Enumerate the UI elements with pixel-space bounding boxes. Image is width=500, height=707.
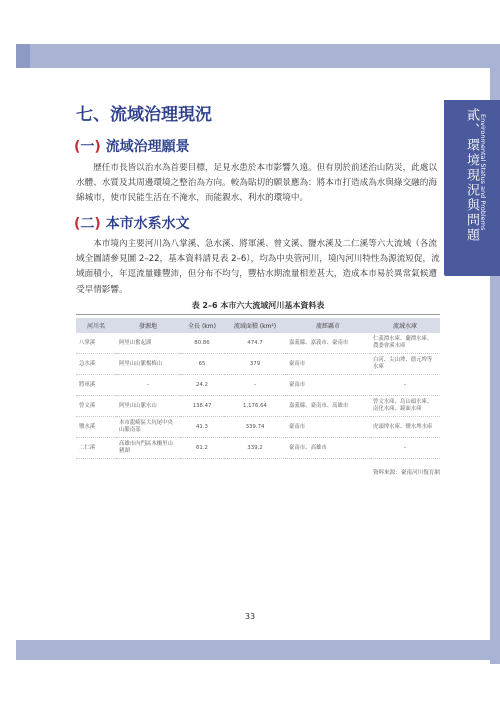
paragraph-vision: 歷任市長皆以治水為首要目標，足見水患於本市影響久遠。但有別於前述治山防災，此處以水體、水質及其周邊環境之整治為方向。較為貼切的願景應為：將本市打造成為水與綠交融的海綿城市，使市民能生活在不淹水，而能親水、利水的環境中。 [76,163,437,204]
paragraph-hydrology: 本市境內主要河川為八掌溪、急水溪、將軍溪、曾文溪、鹽水溪及二仁溪等六大流域（各流域全圖請參見圖 2–22，基本資料請見表 2–6），均為中央管河川，境內河川特性為源流短促，流域面積小，年逕流量雖豐沛，但分布不均勻，豐枯水期流量相差甚大，造成本市易於異常氣候遭受旱情影響。 [76,239,440,295]
subsection-heading-2: (二) 本市水系水文 [74,216,190,232]
header-band [0,0,500,68]
table-header-row [76,318,440,333]
chapter-side-tab[interactable] [444,100,500,276]
col-header-river: 河川名 [76,318,116,333]
table-row: 將軍溪 – 24.2 – 臺南市 – [76,375,440,396]
river-data-table [76,318,440,459]
table-row: 鹽水溪 本市龍崎區大坑尾中央山脈南部 41.3 339.74 臺南市 虎頭埤水庫、鹽水埤水庫 [76,417,440,438]
header-strip-accent [16,44,30,68]
col-header-reservoirs: 流域水庫 [370,318,440,333]
chapter-title-vertical: 貳、環境現況與問題 [464,108,479,243]
col-header-counties: 流經縣市 [286,318,370,333]
col-header-length: 全長 (km) [180,318,224,333]
page-number: 33 [244,612,256,621]
table-title: 表 2–6 本市六大流域河川基本資料表 [191,301,325,310]
table-row: 二仁溪 高雄市內門區木柵里山豬湖 61.2 339.2 臺南市、高雄市 – [76,438,440,459]
table-source-note: 資料來源：臺南河川復育網 [372,470,440,476]
table-row: 八掌溪 阿里山奮起湖 80.86 474.7 嘉義縣、嘉義市、臺南市 仁義潭水庫、蘭潭水庫、農委會溪水庫 [76,333,440,354]
col-header-source: 發源地 [116,318,180,333]
table-row: 急水溪 阿里山山脈楊梅山 65 379 臺南市 白河、尖山埤、德元埤等水庫 [76,354,440,375]
table-title-rule [76,314,440,315]
table-row: 曾文溪 阿里山山脈水山 138.47 1,176.64 嘉義縣、臺南市、高雄市 曾文水庫、烏山頭水庫、南化水庫、鏡面水庫 [76,396,440,417]
header-strip [16,44,490,68]
chapter-title-english: Environmental Status and Problems [479,114,487,231]
subsection-heading-1: (一) 流域治理願景 [74,139,190,155]
section-title: 七、流域治理現況 [76,105,212,125]
col-header-area: 流域面積 (km²) [224,318,286,333]
footer-band [16,640,490,660]
